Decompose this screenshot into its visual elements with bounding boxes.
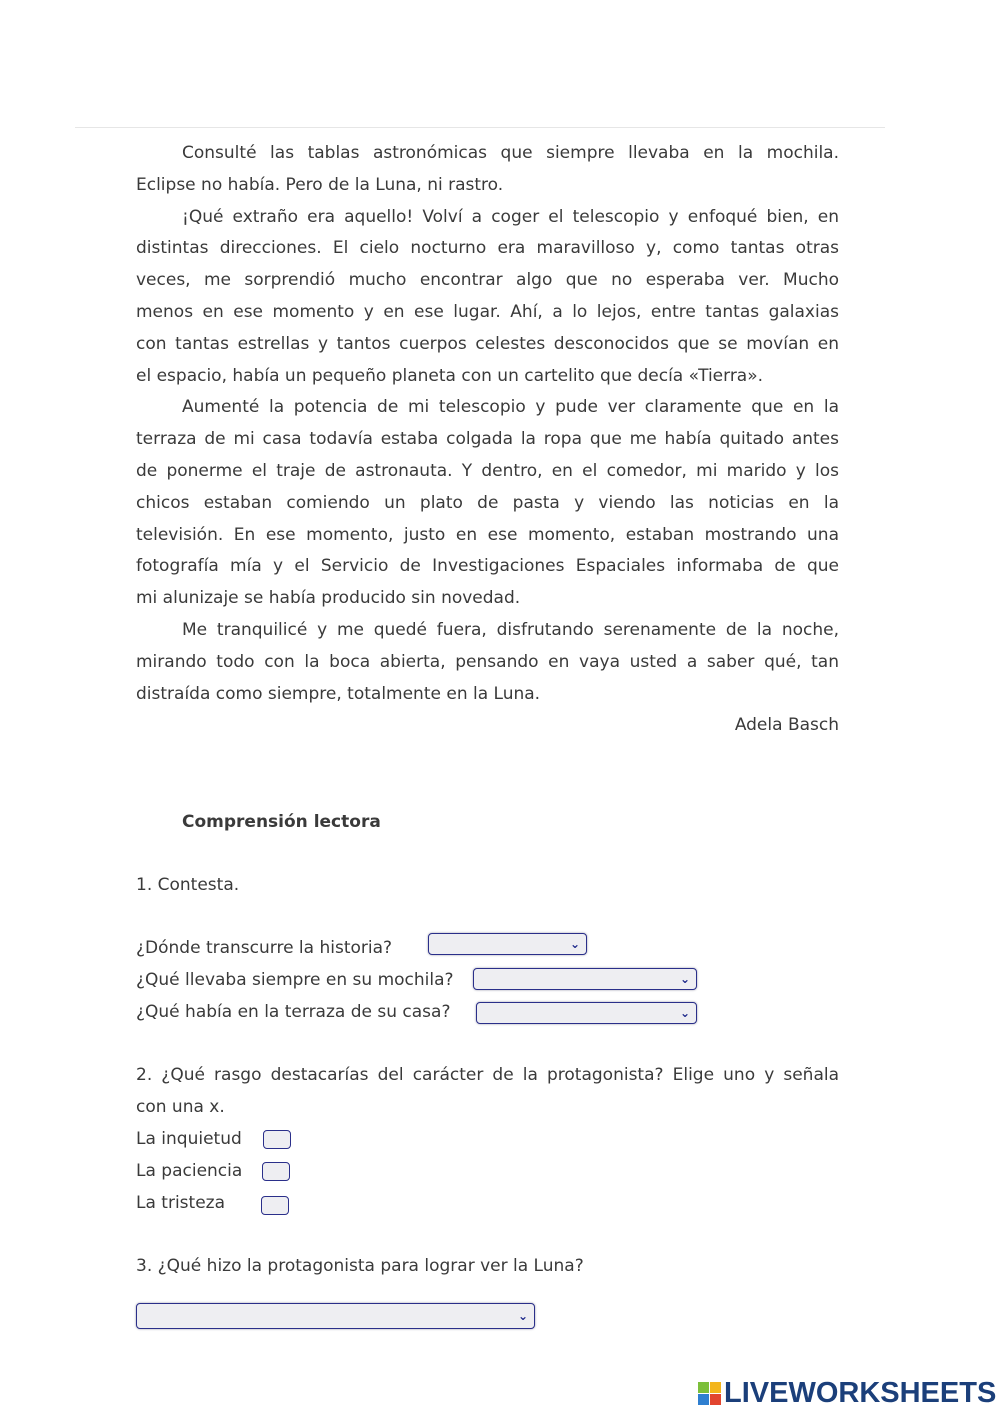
q1-label-1: ¿Dónde transcurre la historia?	[136, 938, 393, 958]
q3-answer-select[interactable]	[136, 1303, 535, 1329]
q1-label-2: ¿Qué llevaba siempre en su mochila?	[136, 970, 454, 990]
q1-label-3: ¿Qué había en la terraza de su casa?	[136, 1002, 451, 1022]
story-line: ¡Qué extraño era aquello! Volví a coger el telescopio y enfoqué bien, en	[182, 206, 839, 227]
story-line: con tantas estrellas y tantos cuerpos celestes desconocidos que se movían en	[136, 333, 839, 354]
story-line: distintas direcciones. El cielo nocturno era maravilloso y, como tantas otras	[136, 238, 839, 259]
liveworksheets-logo: LIVEWORKSHEETS	[698, 1377, 996, 1410]
q2-title: 2. ¿Qué rasgo destacarías del carácter de la protagonista? Elige uno y señala	[136, 1065, 839, 1085]
chevron-down-icon: ⌄	[679, 1006, 690, 1020]
section-title: Comprensión lectora	[182, 812, 381, 832]
story-line: chicos estaban comiendo un plato de pasta y viendo las noticias en la	[136, 492, 839, 513]
story-line: Aumenté la potencia de mi telescopio y pude ver claramente que en la	[182, 397, 839, 418]
chevron-down-icon: ⌄	[517, 1309, 528, 1323]
q3-title: 3. ¿Qué hizo la protagonista para lograr ver la Luna?	[136, 1256, 584, 1276]
story-line: mirando todo con la boca abierta, pensando en vaya usted a saber qué, tan	[136, 651, 839, 672]
story-line: terraza de mi casa todavía estaba colgada la ropa que me había quitado antes	[136, 429, 839, 450]
story-line: fotografía mía y el Servicio de Investigaciones Espaciales informaba de que	[136, 556, 839, 577]
q2-option-label-2: La paciencia	[136, 1161, 243, 1181]
story-line: mi alunizaje se había producido sin novedad.	[136, 588, 521, 609]
author: Adela Basch	[734, 715, 839, 735]
chevron-down-icon: ⌄	[569, 937, 580, 951]
story-line: televisión. En ese momento, justo en ese momento, estaban mostrando una	[136, 524, 839, 545]
q2-option-label-1: La inquietud	[136, 1129, 242, 1149]
story-line: distraída como siempre, totalmente en la Luna.	[136, 683, 541, 704]
story-line: menos en ese momento y en ese lugar. Ahí, a lo lejos, entre tantas galaxias	[136, 302, 839, 322]
q2-option-box-3[interactable]	[261, 1196, 289, 1215]
divider	[75, 127, 885, 128]
chevron-down-icon: ⌄	[679, 972, 690, 986]
q2-option-box-1[interactable]	[263, 1130, 291, 1149]
q2-option-label-3: La tristeza	[136, 1193, 225, 1213]
story-line: el espacio, había un pequeño planeta con un cartelito que decía «Tierra».	[136, 365, 764, 386]
q1-answer-select-3[interactable]	[476, 1002, 697, 1024]
story-line: Consulté las tablas astronómicas que siempre llevaba en la mochila.	[182, 143, 839, 163]
story-line: de ponerme el traje de astronauta. Y dentro, en el comedor, mi marido y los	[136, 461, 839, 481]
q1-answer-select-1[interactable]	[428, 933, 587, 955]
story-line: Me tranquilicé y me quedé fuera, disfrutando serenamente de la noche,	[182, 620, 839, 640]
q1-title: 1. Contesta.	[136, 875, 240, 895]
story-line: veces, me sorprendió mucho encontrar algo que no esperaba ver. Mucho	[136, 270, 839, 291]
q2-title-cont: con una x.	[136, 1097, 225, 1117]
logo-tiles-icon	[698, 1382, 721, 1405]
q1-answer-select-2[interactable]	[473, 968, 697, 990]
story-line: Eclipse no había. Pero de la Luna, ni rastro.	[136, 174, 504, 195]
q2-option-box-2[interactable]	[262, 1162, 290, 1181]
